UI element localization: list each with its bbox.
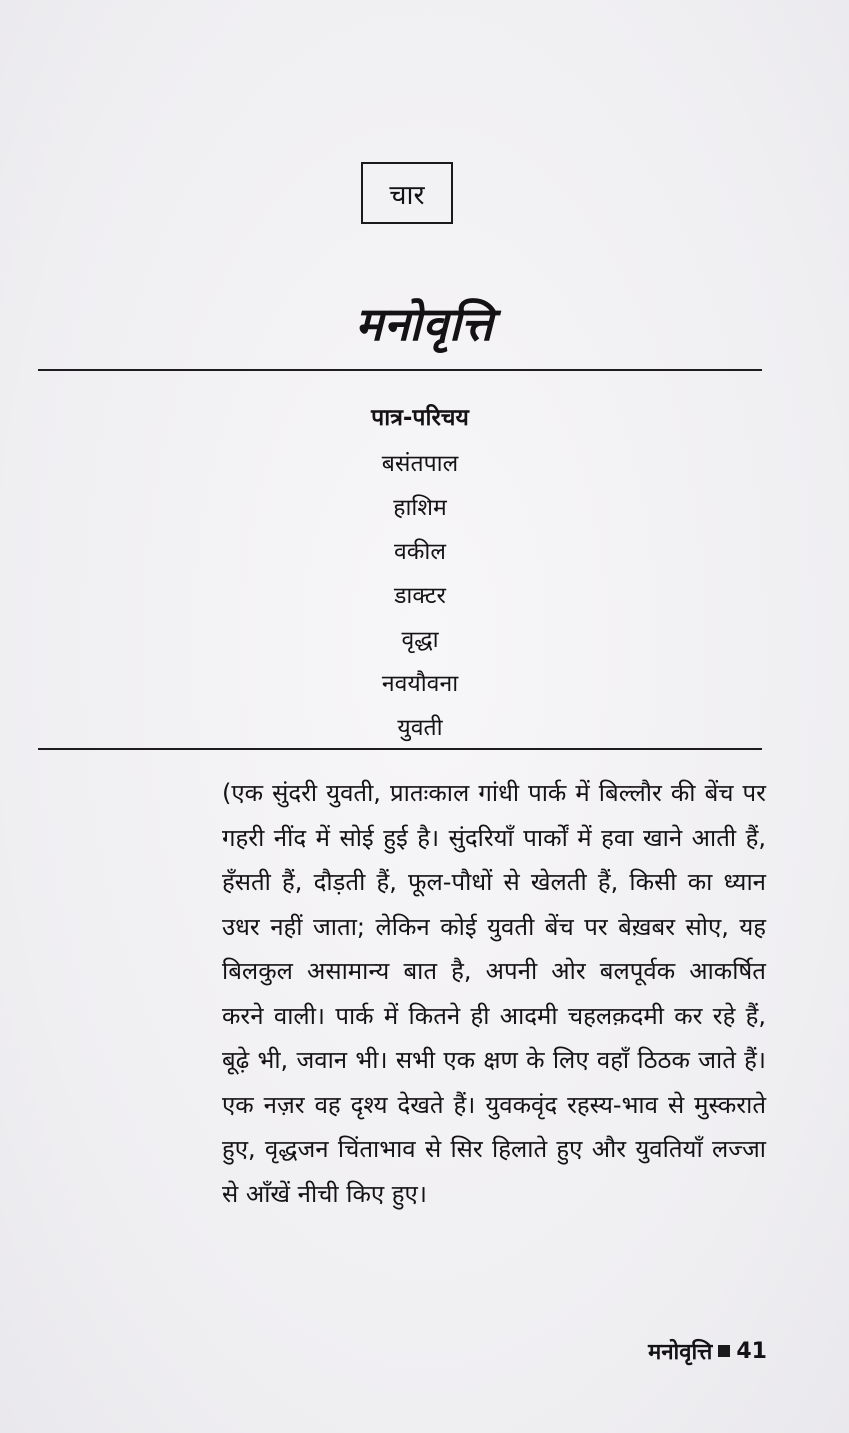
cast-member: हाशिम — [393, 495, 447, 521]
bottom-divider — [38, 748, 762, 750]
cast-member: नवयौवना — [381, 671, 459, 697]
cast-member: डाक्टर — [394, 583, 446, 609]
cast-heading: पात्र-परिचय — [371, 405, 469, 431]
running-title: मनोवृत्ति — [648, 1340, 713, 1365]
top-divider — [38, 369, 762, 371]
cast-member: वकील — [393, 539, 446, 565]
stage-direction-paragraph: (एक सुंदरी युवती, प्रातःकाल गांधी पार्क में बिल्लौर की बेंच पर गहरी नींद में सोई हुई है। सुंदरियाँ पार्कों में हवा खाने आती हैं, हँसती हैं, दौड़ती हैं, फूल-पौधों से खेलती हैं, किसी का ध्यान उधर नहीं जाता; लेकिन कोई युवती बेंच पर बेख़बर सोए, यह बिलकुल असामान्य बात है, अपनी ओर बलपूर्वक आकर्षित करने वाली। पार्क में कितने ही आदमी चहलक़दमी कर रहे हैं, बूढ़े भी, जवान भी। सभी एक क्षण के लिए वहाँ ठिठक जाते हैं। एक नज़र वह दृश्य देखते हैं। युवकवृंद रहस्य-भाव से मुस्कराते हुए, वृद्धजन चिंताभाव से सिर हिलाते हुए और युवतियाँ लज्जा से आँखें नीची किए हुए। — [222, 779, 766, 1208]
cast-member: वृद्धा — [401, 627, 439, 653]
chapter-number-label: चार — [389, 179, 425, 211]
cast-member: बसंतपाल — [381, 451, 459, 477]
chapter-number-box — [361, 162, 453, 224]
chapter-title: मनोवृत्ति — [355, 297, 494, 351]
page-footer — [648, 1336, 767, 1366]
square-bullet-icon — [718, 1345, 730, 1357]
page-number: 41 — [736, 1338, 767, 1364]
cast-list — [300, 442, 540, 750]
cast-member: युवती — [397, 715, 443, 741]
